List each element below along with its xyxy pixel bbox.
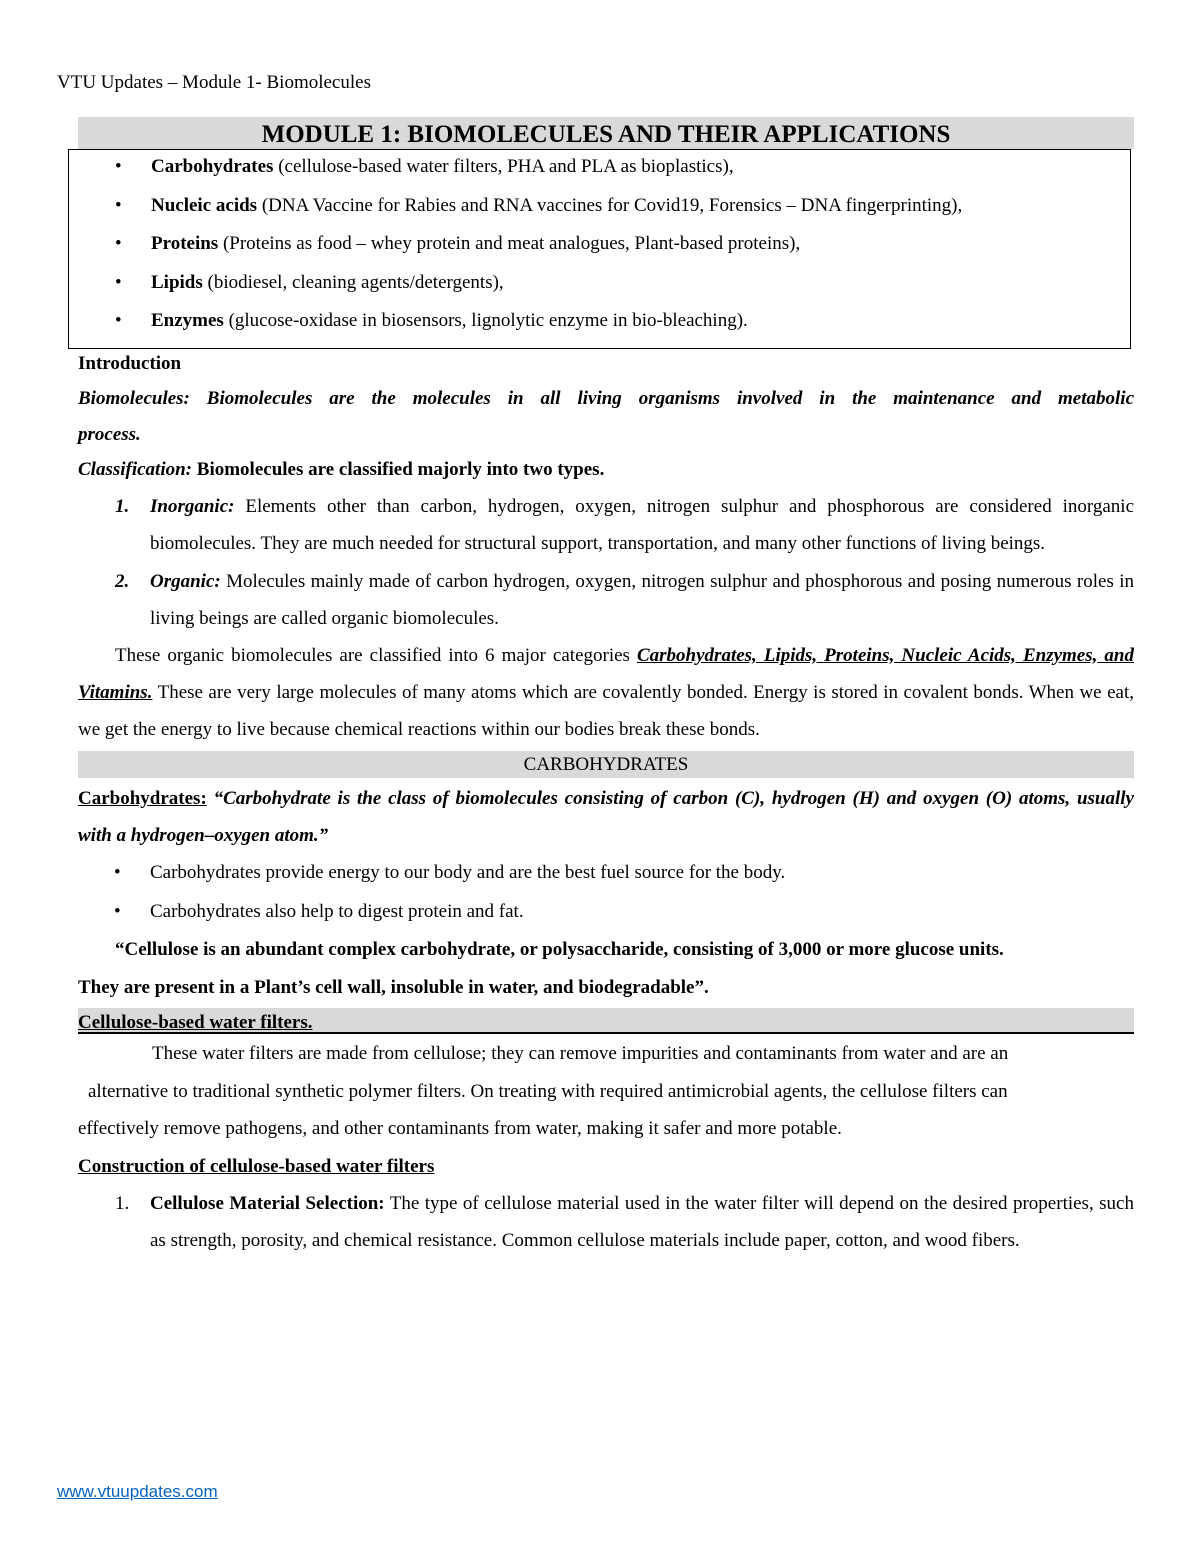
step-text: The type of cellulose material used in the water filter will depend on the desired properties, such as strength, porosity, and chemical resistance. Common cellulose materials include paper, cotton, and wood fibers. (150, 1193, 1134, 1251)
topic-item-proteins (69, 229, 1130, 268)
classification-line (78, 451, 1134, 489)
type-item-organic (78, 563, 1134, 637)
topic-item-nucleic-acids (69, 191, 1130, 230)
topic-term: Carbohydrates (151, 156, 274, 177)
type-item-inorganic (78, 488, 1134, 562)
type-text: Molecules mainly made of carbon hydrogen, oxygen, nitrogen sulphur and phosphorous and posing numerous roles in living beings are called organic biomolecules. (150, 571, 1134, 629)
water-filters-paragraph-line1: These water filters are made from cellulose; they can remove impurities and contaminants from water and are an (152, 1043, 1009, 1064)
classification-label: Classification: (78, 458, 193, 480)
footer-website-link[interactable]: www.vtuupdates.com (57, 1482, 218, 1501)
topic-detail: (Proteins as food – whey protein and meat analogues, Plant-based proteins), (218, 233, 801, 254)
construction-step-1 (78, 1185, 1134, 1259)
type-label: Organic: (150, 571, 221, 592)
topic-item-enzymes (69, 306, 1130, 345)
categories-lead: These organic biomolecules are classified into 6 major categories (115, 645, 637, 666)
topic-term: Lipids (151, 271, 203, 293)
type-number: 1. (115, 496, 130, 517)
topic-term: Enzymes (151, 310, 224, 331)
categories-paragraph (78, 637, 1134, 748)
topic-term: Proteins (151, 233, 219, 254)
cellulose-quote-line1: “Cellulose is an abundant complex carbohydrate, or polysaccharide, consisting of 3,000 or more glucose units. (115, 939, 1004, 960)
step-number: 1. (115, 1193, 130, 1214)
carbohydrates-section-title: CARBOHYDRATES (78, 751, 1134, 778)
carbohydrate-bullets (78, 854, 1134, 931)
topic-item-carbohydrates (69, 152, 1130, 191)
carbohydrate-definition-text: “Carbohydrate is the class of biomolecules consisting of carbon (C), hydrogen (H) and oxygen (O) atoms, usually with a hydrogen–oxygen atom.” (78, 788, 1134, 846)
type-number: 2. (115, 571, 130, 592)
step-label: Cellulose Material Selection: (150, 1193, 385, 1214)
water-filters-heading: Cellulose-based water filters. (78, 1008, 1134, 1034)
topic-detail: (DNA Vaccine for Rabies and RNA vaccines for Covid19, Forensics – DNA fingerprinting), (257, 194, 963, 216)
carbohydrate-definition (78, 780, 1134, 854)
topic-detail: (cellulose-based water filters, PHA and PLA as bioplastics), (273, 156, 734, 177)
type-label: Inorganic: (150, 496, 235, 517)
intro-heading: Introduction (78, 352, 182, 374)
biomolecule-definition-line2: process. (78, 423, 141, 445)
biomolecule-definition-line1: Biomolecules: Biomolecules are the molecules in all living organisms involved in the maintenance and metabolic (78, 387, 1134, 409)
topic-term: Nucleic acids (151, 194, 258, 216)
topic-detail: (biodiesel, cleaning agents/detergents), (202, 271, 504, 293)
water-filters-paragraph-line2: alternative to traditional synthetic polymer filters. On treating with required antimicrobial agents, the cellulose filters can (88, 1080, 1008, 1102)
list-item: • Carbohydrates provide energy to our body and are the best fuel source for the body. (78, 854, 1134, 893)
topics-list (69, 152, 1130, 345)
carbohydrate-definition-label: Carbohydrates: (78, 788, 207, 809)
construction-heading: Construction of cellulose-based water filters (78, 1155, 435, 1177)
classification-text: Biomolecules are classified majorly into two types. (192, 458, 605, 480)
cellulose-quote-line2: They are present in a Plant’s cell wall, insoluble in water, and biodegradable”. (78, 976, 709, 998)
topic-item-lipids (69, 268, 1130, 307)
categories-tail: These are very large molecules of many atoms which are covalently bonded. Energy is stored in covalent bonds. When we eat, we get the energy to live because chemical reactions within our bodies break these bonds. (78, 682, 1134, 740)
type-text: Elements other than carbon, hydrogen, oxygen, nitrogen sulphur and phosphorous are considered inorganic biomolecules. They are much needed for structural support, transportation, and many other functions of living beings. (150, 496, 1134, 554)
water-filters-paragraph-line3: effectively remove pathogens, and other contaminants from water, making it safer and more potable. (78, 1118, 842, 1139)
running-header: VTU Updates – Module 1- Biomolecules (57, 72, 371, 93)
topics-box (68, 149, 1131, 349)
module-title: MODULE 1: BIOMOLECULES AND THEIR APPLICATIONS (78, 117, 1134, 149)
categories-list: Carbohydrates, Lipids, Proteins, Nucleic Acids, Enzymes, and Vitamins. (78, 645, 1134, 703)
list-item: • Carbohydrates also help to digest protein and fat. (78, 893, 1134, 932)
page-content (78, 117, 1134, 1259)
topic-detail: (glucose-oxidase in biosensors, lignolytic enzyme in bio-bleaching). (223, 310, 748, 331)
